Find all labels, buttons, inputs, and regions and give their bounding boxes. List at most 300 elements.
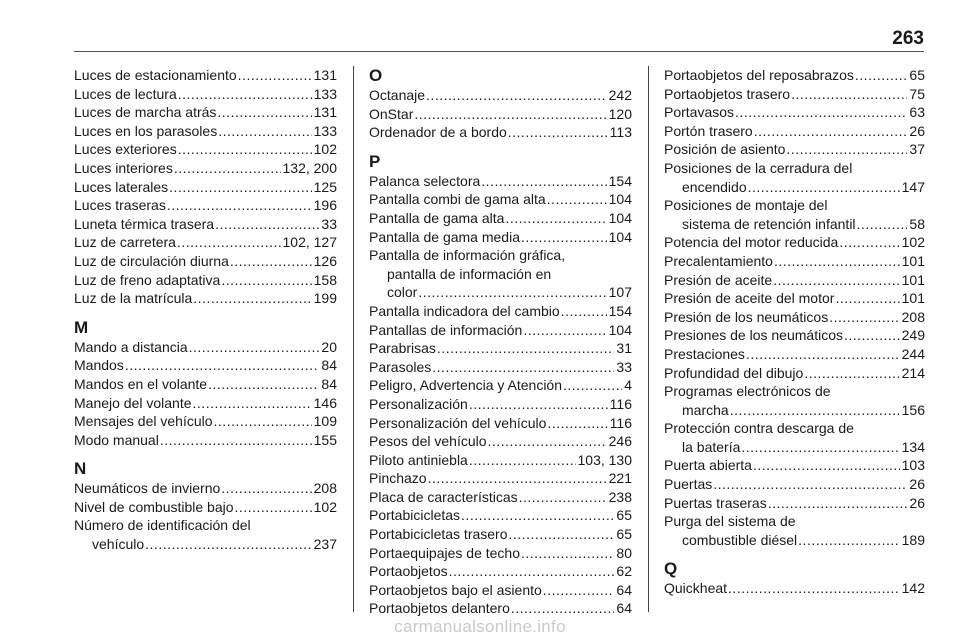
index-letter-heading: M — [74, 317, 89, 337]
index-entry-label: Piloto antiniebla — [369, 451, 468, 468]
index-entry-row — [664, 579, 925, 598]
dot-leader — [124, 356, 320, 375]
index-entry-label: marcha — [682, 401, 729, 418]
index-entry-row — [74, 412, 337, 431]
index-entry-row — [369, 302, 632, 321]
dot-leader — [166, 196, 312, 215]
dot-leader — [468, 395, 608, 414]
index-entry-row — [664, 345, 925, 364]
index-entry-row — [664, 531, 925, 550]
index-entry-row — [74, 338, 337, 357]
index-entry-page: 155 — [313, 431, 337, 448]
index-entry-label: Luces exteriores — [74, 141, 177, 158]
index-column-3 — [664, 66, 925, 612]
index-entry-page: 20 — [321, 338, 337, 355]
index-entry-label: la batería — [682, 438, 741, 455]
dot-leader — [767, 494, 908, 513]
dot-leader — [480, 172, 606, 191]
index-entry-page: 147 — [901, 178, 925, 195]
index-entry-page: 221 — [608, 470, 632, 487]
dot-leader — [188, 338, 320, 357]
dot-leader — [727, 579, 900, 598]
dot-leader — [522, 321, 606, 340]
index-entry-label: Luces de marcha atrás — [74, 104, 217, 121]
index-entry — [664, 494, 925, 513]
index-entry — [74, 178, 337, 197]
index-entry-page: 103 — [901, 457, 925, 474]
index-entry — [74, 516, 337, 553]
index-entry-page: 101 — [901, 290, 925, 307]
dot-leader — [510, 599, 615, 618]
index-entry-row — [369, 228, 632, 247]
index-letter-heading: Q — [664, 559, 678, 579]
index-column-2 — [369, 66, 632, 617]
index-entry-label: Pinchazo — [369, 470, 427, 487]
dot-leader — [234, 498, 312, 517]
index-entry — [664, 85, 925, 104]
index-entry — [369, 544, 632, 563]
index-entry-label: Parasoles — [369, 358, 432, 375]
index-entry — [369, 86, 632, 105]
dot-leader — [229, 252, 312, 271]
index-entry-row — [369, 581, 632, 600]
index-entry — [74, 140, 337, 159]
dot-leader — [213, 412, 312, 431]
index-entry — [369, 525, 632, 544]
index-entry-label: Portabicicletas trasero — [369, 526, 508, 543]
index-entry-row — [369, 172, 632, 191]
dot-leader — [168, 178, 311, 197]
index-entry — [369, 321, 632, 340]
index-entry — [369, 562, 632, 581]
column-divider-1 — [353, 66, 354, 612]
index-entry-page: 104 — [608, 321, 632, 338]
index-entry-page: 101 — [901, 271, 925, 288]
index-entry — [664, 196, 925, 233]
index-entry-label: Luces traseras — [74, 197, 166, 214]
dot-leader — [220, 479, 311, 498]
index-entry-row — [369, 321, 632, 340]
dot-leader — [785, 140, 907, 159]
index-entry-page: 102, 127 — [282, 234, 337, 251]
dot-leader — [192, 289, 311, 308]
index-entry-row — [664, 289, 925, 308]
index-entry — [74, 196, 337, 215]
index-entry-page: 103, 130 — [577, 451, 632, 468]
dot-leader — [740, 438, 899, 457]
index-entry-row — [74, 271, 337, 290]
dot-leader — [560, 302, 607, 321]
index-entry-page: 132, 200 — [282, 159, 337, 176]
index-entry-text-line: Número de identificación del — [74, 517, 251, 534]
index-entry-page: 249 — [901, 327, 925, 344]
index-entry-page: 134 — [901, 438, 925, 455]
index-entry — [369, 123, 632, 142]
index-entry-page: 102 — [313, 498, 337, 515]
index-entry-page: 116 — [609, 414, 632, 431]
index-entry — [664, 512, 925, 549]
index-entry-label: Luz de freno adaptativa — [74, 271, 221, 288]
index-entry-row — [664, 438, 925, 457]
dot-leader — [207, 375, 319, 394]
index-entry-row — [369, 544, 632, 563]
index-entry-page: 113 — [609, 124, 632, 141]
dot-leader — [834, 289, 899, 308]
index-entry-row — [369, 86, 632, 105]
index-entry-label: Nivel de combustible bajo — [74, 498, 234, 515]
index-entry-label: Pesos del vehículo — [369, 433, 487, 450]
index-entry-page: 133 — [313, 122, 337, 139]
index-entry-label: Pantalla combi de gama alta — [369, 191, 546, 208]
dot-leader — [843, 326, 900, 345]
dot-leader — [828, 308, 899, 327]
index-entry-label: Presiones de los neumáticos — [664, 327, 843, 344]
dot-leader — [159, 431, 312, 450]
index-entry-label: Luces en los parasoles — [74, 122, 218, 139]
index-entry-row — [369, 105, 632, 124]
index-entry — [74, 394, 337, 413]
index-entry-label: Potencia del motor reducida — [664, 234, 839, 251]
index-entry-page: 131 — [313, 67, 337, 83]
index-entry-row — [664, 494, 925, 513]
dot-leader — [504, 209, 606, 228]
index-entry-row — [664, 85, 925, 104]
index-entry-row — [74, 479, 337, 498]
index-entry-row — [664, 215, 925, 234]
index-entry-label: Portavasos — [664, 104, 735, 121]
index-entry-page: 84 — [321, 357, 337, 374]
index-entry-page: 33 — [321, 215, 337, 232]
dot-leader — [508, 525, 615, 544]
index-entry-page: 80 — [616, 544, 632, 561]
index-entry-page: 154 — [608, 172, 632, 189]
index-entry-row — [369, 432, 632, 451]
index-entry-row — [369, 525, 632, 544]
index-entry-label: Portaobjetos del reposabrazos — [664, 67, 854, 83]
index-entry-page: 65 — [616, 507, 632, 524]
index-entry — [664, 252, 925, 271]
index-entry-page: 199 — [313, 290, 337, 307]
index-entry-page: 131 — [313, 104, 337, 121]
index-entry-page: 156 — [901, 401, 925, 418]
index-entry — [369, 395, 632, 414]
index-entry-row — [664, 364, 925, 383]
index-entry-text-line: Posiciones de la cerradura del — [664, 159, 853, 176]
index-entry-page: 65 — [909, 67, 925, 83]
index-entry-page: 125 — [313, 178, 337, 195]
index-entry — [369, 488, 632, 507]
index-entry-label: Peligro, Advertencia y Atención — [369, 377, 563, 394]
index-entry — [74, 159, 337, 178]
index-entry — [74, 412, 337, 431]
dot-leader — [854, 66, 908, 85]
index-entry-label: vehículo — [92, 536, 145, 553]
index-entry-label: Palanca selectora — [369, 172, 481, 189]
index-entry-label: Prestaciones — [664, 345, 745, 362]
index-entry-row — [74, 431, 337, 450]
index-entry — [369, 209, 632, 228]
dot-leader — [192, 394, 312, 413]
index-entry-label: Luces de estacionamiento — [74, 67, 237, 83]
index-entry-row — [74, 140, 337, 159]
index-entry — [74, 122, 337, 141]
dot-leader — [729, 401, 900, 420]
index-entry — [664, 579, 925, 598]
index-entry — [74, 498, 337, 517]
dot-leader — [747, 178, 900, 197]
index-entry-page: 116 — [609, 395, 632, 412]
index-entry-label: Quickheat — [664, 580, 728, 597]
index-entry-page: 107 — [608, 284, 632, 301]
dot-leader — [177, 85, 312, 104]
index-entry-label: Mandos — [74, 357, 124, 374]
index-entry — [369, 376, 632, 395]
index-entry-label: Pantalla indicadora del cambio — [369, 302, 560, 319]
index-entry — [664, 122, 925, 141]
index-entry-page: 120 — [608, 105, 632, 122]
index-entry-page: 104 — [608, 209, 632, 226]
index-entry-label: Puertas — [664, 476, 713, 493]
dot-leader — [436, 339, 615, 358]
index-entry — [664, 475, 925, 494]
dot-leader — [177, 140, 312, 159]
index-entry-page: 109 — [313, 413, 337, 430]
index-entry-row — [74, 535, 337, 554]
index-entry-label: Puertas traseras — [664, 494, 767, 511]
index-entry-row — [369, 209, 632, 228]
index-entry-row — [369, 358, 632, 377]
index-entry-row — [664, 66, 925, 85]
index-entry-row — [664, 178, 925, 197]
index-entry-row — [664, 122, 925, 141]
index-entry — [664, 419, 925, 456]
index-entry-label: combustible diésel — [682, 531, 798, 548]
index-entry-row — [74, 289, 337, 308]
index-entry-label: color — [387, 284, 418, 301]
index-entry-row — [664, 271, 925, 290]
index-entry-page: 133 — [313, 85, 337, 102]
index-entry-row — [369, 469, 632, 488]
index-entry-label: Puerta abierta — [664, 457, 752, 474]
index-entry — [664, 345, 925, 364]
dot-leader — [712, 475, 907, 494]
index-entry-page: 58 — [909, 215, 925, 232]
header-rule — [74, 51, 924, 52]
index-entry-label: Ordenador de a bordo — [369, 124, 507, 141]
index-entry-page: 101 — [901, 252, 925, 269]
index-entry-row — [664, 456, 925, 475]
index-entry — [74, 66, 337, 85]
index-entry — [74, 356, 337, 375]
index-entry-row — [74, 66, 337, 85]
dot-leader — [413, 105, 606, 124]
index-entry — [369, 414, 632, 433]
index-entry — [664, 233, 925, 252]
index-entry-label: Luces de lectura — [74, 85, 177, 102]
index-entry — [664, 364, 925, 383]
dot-leader — [752, 456, 900, 475]
dot-leader — [546, 414, 607, 433]
index-entry-row — [369, 376, 632, 395]
index-entry-label: Parabrisas — [369, 340, 436, 357]
index-entry — [369, 451, 632, 470]
index-entry — [369, 190, 632, 209]
index-entry-label: Mando a distancia — [74, 338, 188, 355]
index-entry-page: 189 — [901, 531, 925, 548]
index-entry-page: 146 — [313, 394, 337, 411]
index-entry-page: 75 — [909, 85, 925, 102]
index-entry — [369, 432, 632, 451]
index-entry-label: Luces interiores — [74, 159, 173, 176]
index-entry — [664, 140, 925, 159]
index-entry-row — [74, 375, 337, 394]
index-entry — [74, 479, 337, 498]
index-entry — [664, 326, 925, 345]
index-entry-row — [369, 488, 632, 507]
dot-leader — [487, 432, 607, 451]
index-entry-label: Profundidad del dibujo — [664, 364, 804, 381]
index-entry-page: 26 — [909, 476, 925, 493]
index-entry — [369, 506, 632, 525]
index-entry-label: Mensajes del vehículo — [74, 413, 213, 430]
index-entry — [369, 339, 632, 358]
dot-leader — [425, 86, 607, 105]
index-entry — [369, 581, 632, 600]
index-entry-label: Portaequipajes de techo — [369, 544, 520, 561]
dot-leader — [237, 66, 312, 85]
index-entry-text-line: pantalla de información en — [387, 265, 552, 282]
index-entry — [369, 172, 632, 191]
index-entry-row — [664, 140, 925, 159]
index-entry-page: 26 — [909, 494, 925, 511]
dot-leader — [468, 451, 576, 470]
index-entry-row — [74, 196, 337, 215]
index-letter-heading: O — [369, 66, 383, 85]
page-number: 263 — [892, 28, 924, 49]
index-entry-label: Presión de aceite del motor — [664, 290, 835, 307]
index-entry — [369, 469, 632, 488]
index-entry-row — [74, 233, 337, 252]
index-letter-heading: N — [74, 459, 87, 479]
index-entry-label: sistema de retención infantil — [682, 215, 856, 232]
index-entry-row — [369, 562, 632, 581]
index-entry-label: Manejo del volante — [74, 394, 192, 411]
index-entry-label: Mandos en el volante — [74, 375, 208, 392]
index-entry-row — [369, 506, 632, 525]
dot-leader — [220, 271, 311, 290]
dot-leader — [562, 376, 622, 395]
index-entry-row — [74, 103, 337, 122]
index-entry-row — [664, 103, 925, 122]
index-entry-page: 65 — [616, 526, 632, 543]
dot-leader — [542, 581, 615, 600]
index-entry-row — [664, 475, 925, 494]
index-entry — [369, 358, 632, 377]
index-entry-label: Octanaje — [369, 87, 426, 103]
index-entry — [369, 228, 632, 247]
index-entry-row — [369, 395, 632, 414]
dot-leader — [431, 358, 614, 377]
index-entry-row — [664, 326, 925, 345]
index-entry-row — [74, 215, 337, 234]
dot-leader — [745, 345, 900, 364]
dot-leader — [427, 469, 607, 488]
index-entry — [664, 382, 925, 419]
index-entry-row — [74, 122, 337, 141]
index-entry-page: 102 — [901, 234, 925, 251]
index-entry — [369, 599, 632, 618]
index-entry-page: 238 — [608, 488, 632, 505]
index-entry — [664, 66, 925, 85]
index-entry-row — [74, 356, 337, 375]
index-entry — [74, 252, 337, 271]
index-letter-heading: P — [369, 151, 381, 171]
dot-leader — [773, 252, 900, 271]
index-entry-page: 142 — [901, 580, 925, 597]
index-entry-label: Pantalla de gama media — [369, 228, 520, 245]
index-entry-label: Presión de aceite — [664, 271, 773, 288]
dot-leader — [518, 488, 607, 507]
dot-leader — [214, 215, 319, 234]
index-entry — [74, 375, 337, 394]
dot-leader — [546, 190, 607, 209]
index-entry-row — [369, 283, 632, 302]
index-entry-label: Portaobjetos bajo el asiento — [369, 581, 542, 598]
index-entry-page: 214 — [901, 364, 925, 381]
index-entry-row — [74, 85, 337, 104]
dot-leader — [790, 85, 907, 104]
index-entry-page: 102 — [313, 141, 337, 158]
dot-leader — [520, 228, 607, 247]
index-entry-row — [369, 414, 632, 433]
index-entry-page: 104 — [608, 191, 632, 208]
dot-leader — [838, 233, 899, 252]
index-entry-page: 4 — [624, 377, 632, 394]
dot-leader — [448, 562, 615, 581]
index-entry — [74, 431, 337, 450]
index-entry-row — [664, 252, 925, 271]
watermark-text: carmanualsonline.info — [394, 617, 566, 636]
index-entry-label: Precalentamiento — [664, 252, 773, 269]
index-entry-page: 37 — [909, 141, 925, 158]
index-entry-label: Neumáticos de invierno — [74, 480, 221, 497]
index-entry-row — [74, 498, 337, 517]
index-entry-page: 84 — [321, 375, 337, 392]
index-entry-row — [369, 339, 632, 358]
index-entry-row — [369, 190, 632, 209]
index-entry-label: Pantalla de gama alta — [369, 209, 505, 226]
index-entry — [664, 159, 925, 196]
dot-leader — [173, 159, 281, 178]
dot-leader — [507, 123, 608, 142]
index-entry — [74, 233, 337, 252]
index-entry-page: 158 — [313, 271, 337, 288]
index-entry-row — [664, 308, 925, 327]
index-entry-row — [74, 394, 337, 413]
index-entry-row — [74, 178, 337, 197]
dot-leader — [176, 233, 281, 252]
index-entry-label: Modo manual — [74, 431, 159, 448]
index-entry-page: 208 — [313, 480, 337, 497]
index-entry — [664, 308, 925, 327]
index-entry-row — [74, 159, 337, 178]
index-entry-label: Posición de asiento — [664, 141, 786, 158]
index-entry-text-line: Pantalla de información gráfica, — [369, 247, 566, 264]
index-entry-text-line: Posiciones de montaje del — [664, 197, 828, 214]
index-entry-text-line: Purga del sistema de — [664, 513, 796, 530]
index-entry-row — [74, 252, 337, 271]
index-entry-label: OnStar — [369, 105, 414, 122]
